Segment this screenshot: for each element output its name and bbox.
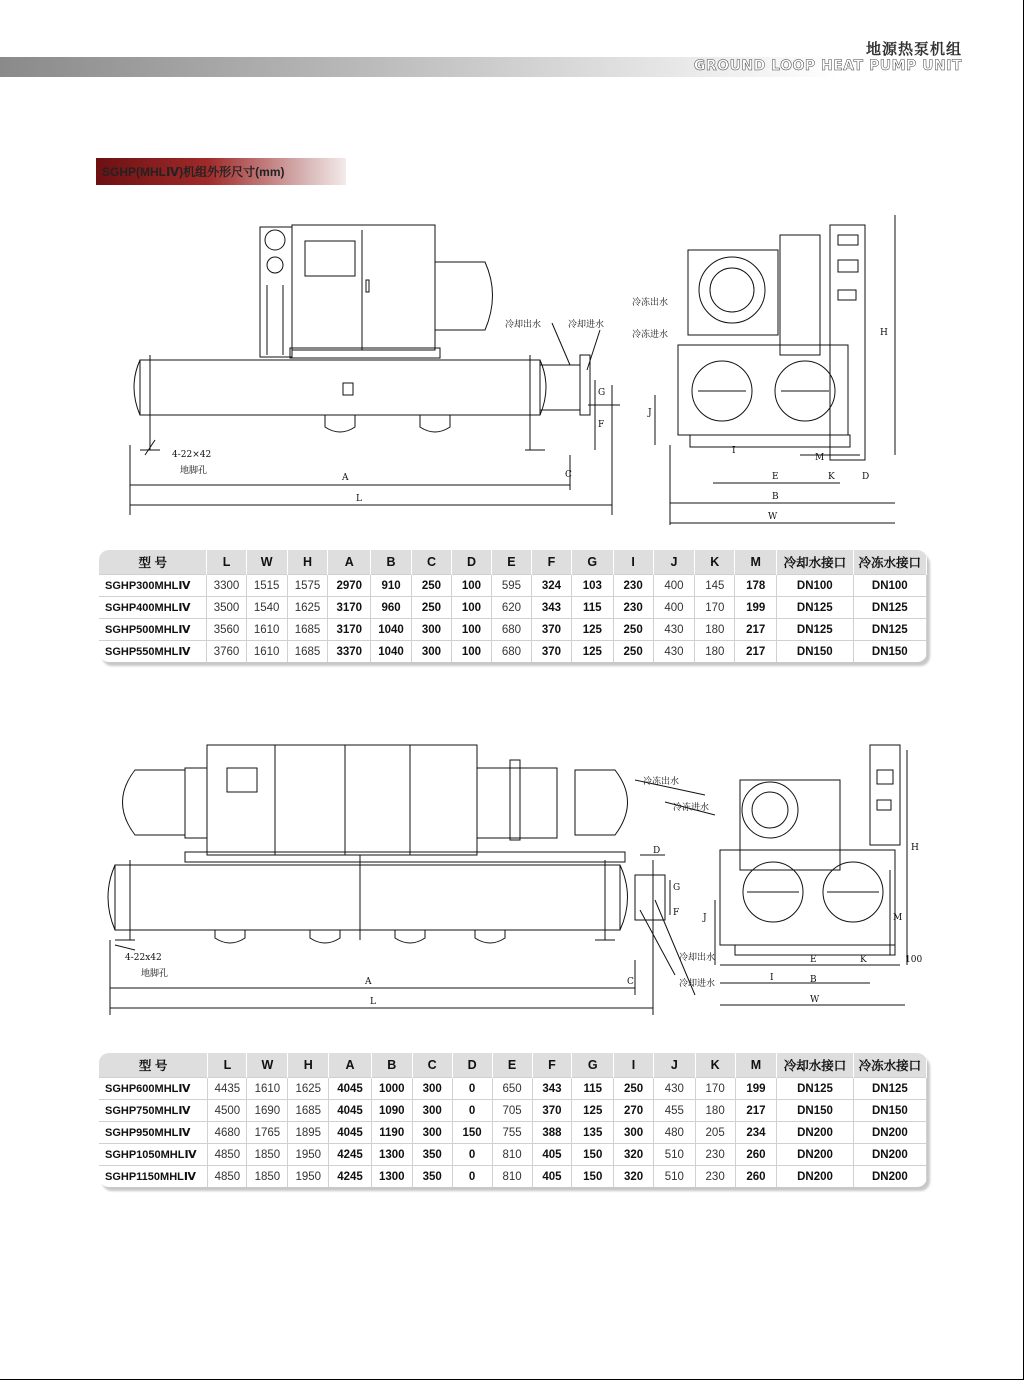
model-cell: SGHP600MHLⅣ: [99, 1078, 208, 1100]
table-cell: 217: [735, 619, 777, 641]
d1-dim-B: B: [772, 492, 779, 502]
table-cell: 1765: [247, 1122, 288, 1144]
table-header-cell: 冷却水接口: [777, 1053, 854, 1078]
table-cell: DN200: [853, 1144, 926, 1166]
table-cell: 1610: [247, 1078, 288, 1100]
table-cell: 1950: [288, 1144, 329, 1166]
table-cell: 0: [452, 1078, 492, 1100]
table-cell: 0: [452, 1100, 492, 1122]
table-header-cell: I: [614, 1053, 654, 1078]
d2-dim-D: D: [653, 846, 661, 856]
table-row: [99, 641, 927, 663]
table-cell: 320: [614, 1144, 654, 1166]
table-cell: 3170: [328, 619, 371, 641]
table-cell: 230: [695, 1144, 735, 1166]
table-header-cell: H: [287, 550, 328, 575]
table-cell: 115: [571, 597, 613, 619]
d1-foot-holes-label: 地脚孔: [180, 466, 208, 476]
table-cell: 3760: [207, 641, 246, 663]
table-cell: 3560: [207, 619, 246, 641]
d2-cooling-in-label: 冷却进水: [679, 979, 716, 989]
table-cell: 1950: [288, 1166, 329, 1188]
table-cell: 480: [654, 1122, 696, 1144]
table-cell: 250: [412, 597, 452, 619]
table-cell: 170: [695, 597, 735, 619]
table-row: [99, 1144, 927, 1166]
table-cell: 400: [653, 575, 695, 597]
table-cell: 300: [412, 641, 452, 663]
d1-dim-J: J: [648, 408, 652, 418]
table-header-cell: A: [329, 1053, 372, 1078]
table-cell: 4435: [208, 1078, 247, 1100]
table-header-cell: K: [695, 1053, 735, 1078]
table-cell: 145: [695, 575, 735, 597]
table-cell: 4045: [329, 1122, 372, 1144]
table-cell: 4680: [208, 1122, 247, 1144]
table-cell: 3170: [328, 597, 371, 619]
table-row: [99, 1122, 927, 1144]
table-header-cell: L: [208, 1053, 247, 1078]
table-header-cell: J: [654, 1053, 696, 1078]
d2-dim-M: M: [893, 913, 903, 923]
table-header-cell: F: [532, 1053, 572, 1078]
table-cell: 300: [412, 619, 452, 641]
table-cell: 217: [735, 641, 777, 663]
table-cell: 1685: [288, 1100, 329, 1122]
table-cell: 178: [735, 575, 777, 597]
table-cell: 343: [532, 1078, 572, 1100]
table-cell: 150: [572, 1144, 614, 1166]
model-cell: SGHP750MHLⅣ: [99, 1100, 208, 1122]
table-cell: DN200: [853, 1166, 926, 1188]
table-cell: 270: [614, 1100, 654, 1122]
d2-dim-G: G: [673, 883, 681, 893]
table-cell: 230: [695, 1166, 735, 1188]
table-header-cell: C: [412, 550, 452, 575]
table-cell: 103: [571, 575, 613, 597]
section-title-bar: [96, 158, 346, 185]
table-header-cell: 冷却水接口: [777, 550, 854, 575]
table-cell: 1610: [246, 619, 287, 641]
section-title: SGHP(MHLⅣ)机组外形尺寸(mm): [102, 165, 285, 179]
table-cell: 455: [654, 1100, 696, 1122]
d2-holes-label: 4-22x42: [125, 953, 162, 963]
table-cell: 150: [452, 1122, 492, 1144]
table-cell: 1040: [371, 641, 412, 663]
table-header-cell: J: [653, 550, 695, 575]
table-cell: 320: [614, 1166, 654, 1188]
table-header-cell: F: [531, 550, 571, 575]
table-cell: 180: [695, 619, 735, 641]
d1-dim-C: C: [565, 470, 572, 480]
table-cell: 180: [695, 641, 735, 663]
table-cell: 4850: [208, 1166, 247, 1188]
d1-dim-M: M: [815, 453, 825, 463]
table-cell: 1575: [287, 575, 328, 597]
table-cell: DN150: [853, 1100, 926, 1122]
table-cell: 4045: [329, 1100, 372, 1122]
table-cell: 430: [653, 619, 695, 641]
table-cell: 115: [572, 1078, 614, 1100]
d1-dim-K: K: [828, 472, 835, 482]
table-cell: 125: [571, 641, 613, 663]
model-cell: SGHP950MHLⅣ: [99, 1122, 208, 1144]
drawing-2: [95, 740, 925, 1040]
table-cell: 1625: [288, 1078, 329, 1100]
table-header-cell: D: [451, 550, 491, 575]
table-row: [99, 1078, 927, 1100]
d2-dim-J: J: [703, 913, 707, 923]
d1-dim-H: H: [880, 328, 888, 338]
d1-chilled-in-label: 冷冻进水: [632, 330, 669, 340]
d2-dim-L: L: [370, 997, 376, 1007]
table-header-cell: 冷冻水接口: [853, 550, 926, 575]
table-header-cell: K: [695, 550, 735, 575]
table-row: [99, 1100, 927, 1122]
d2-dim-W: W: [810, 995, 820, 1005]
d2-dim-E: E: [810, 955, 817, 965]
table-cell: 910: [371, 575, 412, 597]
table-cell: 234: [735, 1122, 777, 1144]
d2-chilled-out-label: 冷冻出水: [643, 777, 680, 787]
table-cell: 1685: [287, 619, 328, 641]
table-cell: 100: [451, 641, 491, 663]
table-header-cell: H: [288, 1053, 329, 1078]
table-header-cell: G: [571, 550, 613, 575]
table-cell: 400: [653, 597, 695, 619]
table-cell: 100: [451, 597, 491, 619]
table-cell: 217: [735, 1100, 777, 1122]
table-header-cell: E: [491, 550, 531, 575]
table-cell: 3300: [207, 575, 246, 597]
table-header-cell: C: [412, 1053, 452, 1078]
d2-cooling-out-label: 冷却出水: [679, 953, 716, 963]
table-cell: 343: [531, 597, 571, 619]
d1-dim-W: W: [768, 512, 778, 522]
table-header-cell: 冷冻水接口: [853, 1053, 926, 1078]
table-cell: 370: [532, 1100, 572, 1122]
d2-foot-holes-label: 地脚孔: [141, 969, 169, 979]
table-cell: 4500: [208, 1100, 247, 1122]
model-cell: SGHP300MHLⅣ: [99, 575, 207, 597]
table-cell: 230: [613, 597, 653, 619]
table-cell: 260: [735, 1166, 777, 1188]
table-cell: 260: [735, 1144, 777, 1166]
model-cell: SGHP1150MHLⅣ: [99, 1166, 208, 1188]
table-cell: 300: [412, 1078, 452, 1100]
table-header-cell: G: [572, 1053, 614, 1078]
table-cell: 250: [412, 575, 452, 597]
table-cell: 388: [532, 1122, 572, 1144]
table-header-cell: M: [735, 1053, 777, 1078]
table-cell: 230: [613, 575, 653, 597]
model-cell: SGHP1050MHLⅣ: [99, 1144, 208, 1166]
table-cell: 125: [571, 619, 613, 641]
table-cell: 755: [492, 1122, 532, 1144]
table-cell: 300: [614, 1122, 654, 1144]
table-row: [99, 619, 927, 641]
table-cell: 300: [412, 1100, 452, 1122]
table-row: [99, 575, 927, 597]
table-cell: 100: [451, 619, 491, 641]
table-header-cell: M: [735, 550, 777, 575]
d1-chilled-out-label: 冷冻出水: [632, 298, 669, 308]
table-cell: 1895: [288, 1122, 329, 1144]
table-cell: 1515: [246, 575, 287, 597]
table-header-cell: A: [328, 550, 371, 575]
table-cell: 705: [492, 1100, 532, 1122]
table-cell: 4245: [329, 1166, 372, 1188]
table-cell: DN125: [777, 1078, 854, 1100]
d2-dim-I: I: [770, 973, 774, 983]
spec-table-2: [99, 1053, 927, 1187]
header-title-en: GROUND LOOP HEAT PUMP UNIT: [693, 58, 962, 74]
table-cell: 430: [653, 641, 695, 663]
d1-dim-G: G: [598, 388, 606, 398]
table-cell: 180: [695, 1100, 735, 1122]
d2-dim-C: C: [627, 977, 634, 987]
d2-dim-B: B: [810, 975, 817, 985]
table-header-cell: I: [613, 550, 653, 575]
table-cell: 1090: [371, 1100, 412, 1122]
table-cell: 150: [572, 1166, 614, 1188]
table-cell: 100: [451, 575, 491, 597]
table-cell: 3370: [328, 641, 371, 663]
table-cell: 960: [371, 597, 412, 619]
table-cell: 4245: [329, 1144, 372, 1166]
table-cell: 1190: [371, 1122, 412, 1144]
table-header-cell: D: [452, 1053, 492, 1078]
drawing-1: [100, 205, 920, 525]
table-cell: 370: [531, 619, 571, 641]
d2-chilled-in-label: 冷冻进水: [673, 803, 710, 813]
table-header-cell: W: [246, 550, 287, 575]
table-cell: 0: [452, 1144, 492, 1166]
table-cell: 125: [572, 1100, 614, 1122]
table-cell: DN100: [853, 575, 926, 597]
table-cell: 810: [492, 1144, 532, 1166]
table-cell: 1000: [371, 1078, 412, 1100]
table-cell: 370: [531, 641, 571, 663]
table-cell: 170: [695, 1078, 735, 1100]
table-header-cell: L: [207, 550, 246, 575]
table-cell: 680: [491, 619, 531, 641]
d2-dim-100: 100: [905, 955, 923, 965]
table-cell: 199: [735, 1078, 777, 1100]
table-cell: 810: [492, 1166, 532, 1188]
table-cell: 0: [452, 1166, 492, 1188]
d1-dim-A: A: [342, 473, 349, 483]
table-cell: 1300: [371, 1144, 412, 1166]
d1-dim-L: L: [356, 494, 362, 504]
table-cell: 350: [412, 1144, 452, 1166]
table-header-cell: W: [247, 1053, 288, 1078]
table-cell: 510: [654, 1166, 696, 1188]
table-header-cell: 型 号: [99, 1053, 208, 1078]
table-cell: DN125: [853, 1078, 926, 1100]
table-cell: 650: [492, 1078, 532, 1100]
table-cell: DN100: [777, 575, 854, 597]
d2-dim-K: K: [860, 955, 867, 965]
d1-dim-E: E: [772, 472, 779, 482]
table-cell: 250: [613, 619, 653, 641]
table-header-cell: B: [371, 550, 412, 575]
table-row: [99, 1166, 927, 1188]
table-cell: DN200: [777, 1144, 854, 1166]
table-cell: 300: [412, 1122, 452, 1144]
table-cell: 1040: [371, 619, 412, 641]
table-cell: 135: [572, 1122, 614, 1144]
table-cell: DN200: [853, 1122, 926, 1144]
d1-holes-label: 4-22×42: [172, 450, 212, 460]
table-cell: 1690: [247, 1100, 288, 1122]
header-title-cn: 地源热泵机组: [865, 41, 962, 58]
table-cell: 4045: [329, 1078, 372, 1100]
table-row: [99, 597, 927, 619]
table-cell: 1850: [247, 1166, 288, 1188]
table-cell: 250: [613, 641, 653, 663]
table-header-cell: E: [492, 1053, 532, 1078]
table-cell: 1300: [371, 1166, 412, 1188]
table-cell: 199: [735, 597, 777, 619]
table-cell: 1625: [287, 597, 328, 619]
table-cell: 250: [614, 1078, 654, 1100]
d1-cooling-in-label: 冷却进水: [568, 320, 605, 330]
table-cell: DN125: [777, 597, 854, 619]
table-cell: 324: [531, 575, 571, 597]
table-cell: 3500: [207, 597, 246, 619]
table-cell: DN200: [777, 1122, 854, 1144]
d1-dim-F: F: [598, 420, 605, 430]
model-cell: SGHP500MHLⅣ: [99, 619, 207, 641]
table-cell: DN125: [853, 619, 926, 641]
table-cell: 205: [695, 1122, 735, 1144]
table-header-cell: 型 号: [99, 550, 207, 575]
d1-dim-I: I: [732, 446, 736, 456]
table-cell: DN125: [853, 597, 926, 619]
table-cell: 350: [412, 1166, 452, 1188]
table-cell: 595: [491, 575, 531, 597]
d2-dim-A: A: [365, 977, 372, 987]
model-cell: SGHP550MHLⅣ: [99, 641, 207, 663]
table-cell: 1850: [247, 1144, 288, 1166]
d2-dim-H: H: [911, 843, 919, 853]
table-cell: 680: [491, 641, 531, 663]
d1-cooling-out-label: 冷却出水: [505, 320, 542, 330]
table-cell: 430: [654, 1078, 696, 1100]
table-cell: 4850: [208, 1144, 247, 1166]
table-cell: 1540: [246, 597, 287, 619]
d2-dim-F: F: [673, 908, 680, 918]
table-cell: DN150: [777, 1100, 854, 1122]
table-cell: 2970: [328, 575, 371, 597]
table-cell: 1610: [246, 641, 287, 663]
spec-table-1: [99, 550, 927, 662]
table-cell: 510: [654, 1144, 696, 1166]
table-cell: 620: [491, 597, 531, 619]
table-cell: DN150: [853, 641, 926, 663]
table-cell: DN125: [777, 619, 854, 641]
table-header-cell: B: [371, 1053, 412, 1078]
table-cell: 405: [532, 1144, 572, 1166]
table-cell: DN200: [777, 1166, 854, 1188]
d1-dim-D: D: [862, 472, 870, 482]
table-cell: DN150: [777, 641, 854, 663]
table-cell: 405: [532, 1166, 572, 1188]
model-cell: SGHP400MHLⅣ: [99, 597, 207, 619]
table-cell: 1685: [287, 641, 328, 663]
